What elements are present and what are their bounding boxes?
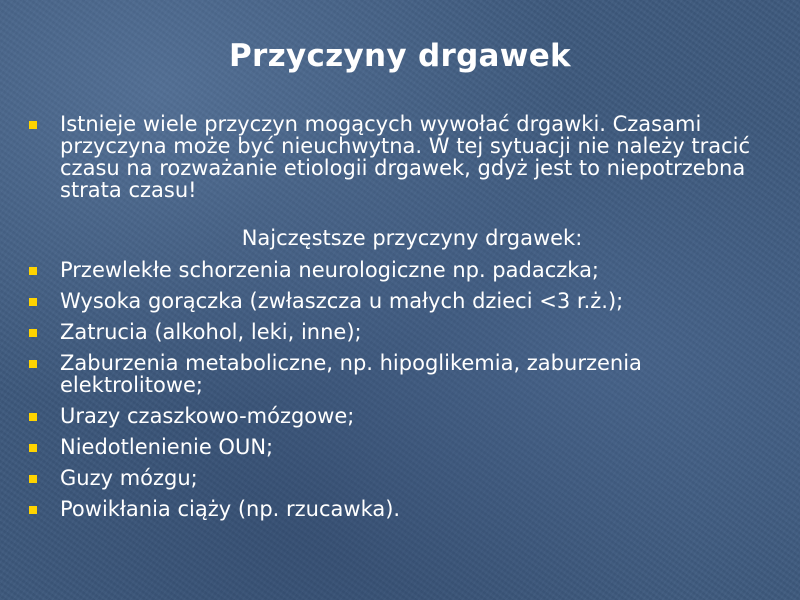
causes-subheading: Najczęstsze przyczyny drgawek: bbox=[241, 226, 583, 250]
list-item bbox=[26, 467, 776, 489]
list-item-text: Wysoka gorączka (zwłaszcza u małych dzieci <3 r.ż.); bbox=[60, 289, 624, 313]
intro-text: Istnieje wiele przyczyn mogących wywołać drgawki. Czasami przyczyna może być nieuchwytna. W tej sytuacji nie należy tracić czasu na rozważanie etiologii drgawek, gdyż jest to niepotrzebna strata czasu! bbox=[60, 112, 750, 202]
list-item bbox=[26, 259, 776, 281]
square-bullet-icon bbox=[29, 413, 37, 421]
square-bullet-icon bbox=[29, 506, 37, 514]
list-item-text: Przewlekłe schorzenia neurologiczne np. padaczka; bbox=[60, 258, 600, 282]
list-item bbox=[26, 321, 776, 343]
list-item-text: Zatrucia (alkohol, leki, inne); bbox=[60, 320, 362, 344]
intro-paragraph bbox=[26, 113, 776, 201]
list-item bbox=[26, 436, 776, 458]
slide-content bbox=[26, 113, 776, 529]
list-item bbox=[26, 290, 776, 312]
list-item-text: Powikłania ciąży (np. rzucawka). bbox=[60, 497, 401, 521]
square-bullet-icon bbox=[29, 298, 37, 306]
square-bullet-icon bbox=[29, 444, 37, 452]
list-item-text: Urazy czaszkowo-mózgowe; bbox=[60, 404, 355, 428]
causes-list bbox=[26, 259, 776, 520]
square-bullet-icon bbox=[29, 360, 37, 368]
slide-title: Przyczyny drgawek bbox=[229, 38, 571, 74]
square-bullet-icon bbox=[29, 121, 37, 129]
list-item-text: Guzy mózgu; bbox=[60, 466, 198, 490]
square-bullet-icon bbox=[29, 267, 37, 275]
list-item-text: Zaburzenia metaboliczne, np. hipoglikemia, zaburzenia elektrolitowe; bbox=[60, 351, 642, 397]
square-bullet-icon bbox=[29, 475, 37, 483]
list-item bbox=[26, 498, 776, 520]
square-bullet-icon bbox=[29, 329, 37, 337]
list-item-text: Niedotlenienie OUN; bbox=[60, 435, 274, 459]
list-item bbox=[26, 352, 776, 396]
list-item bbox=[26, 405, 776, 427]
